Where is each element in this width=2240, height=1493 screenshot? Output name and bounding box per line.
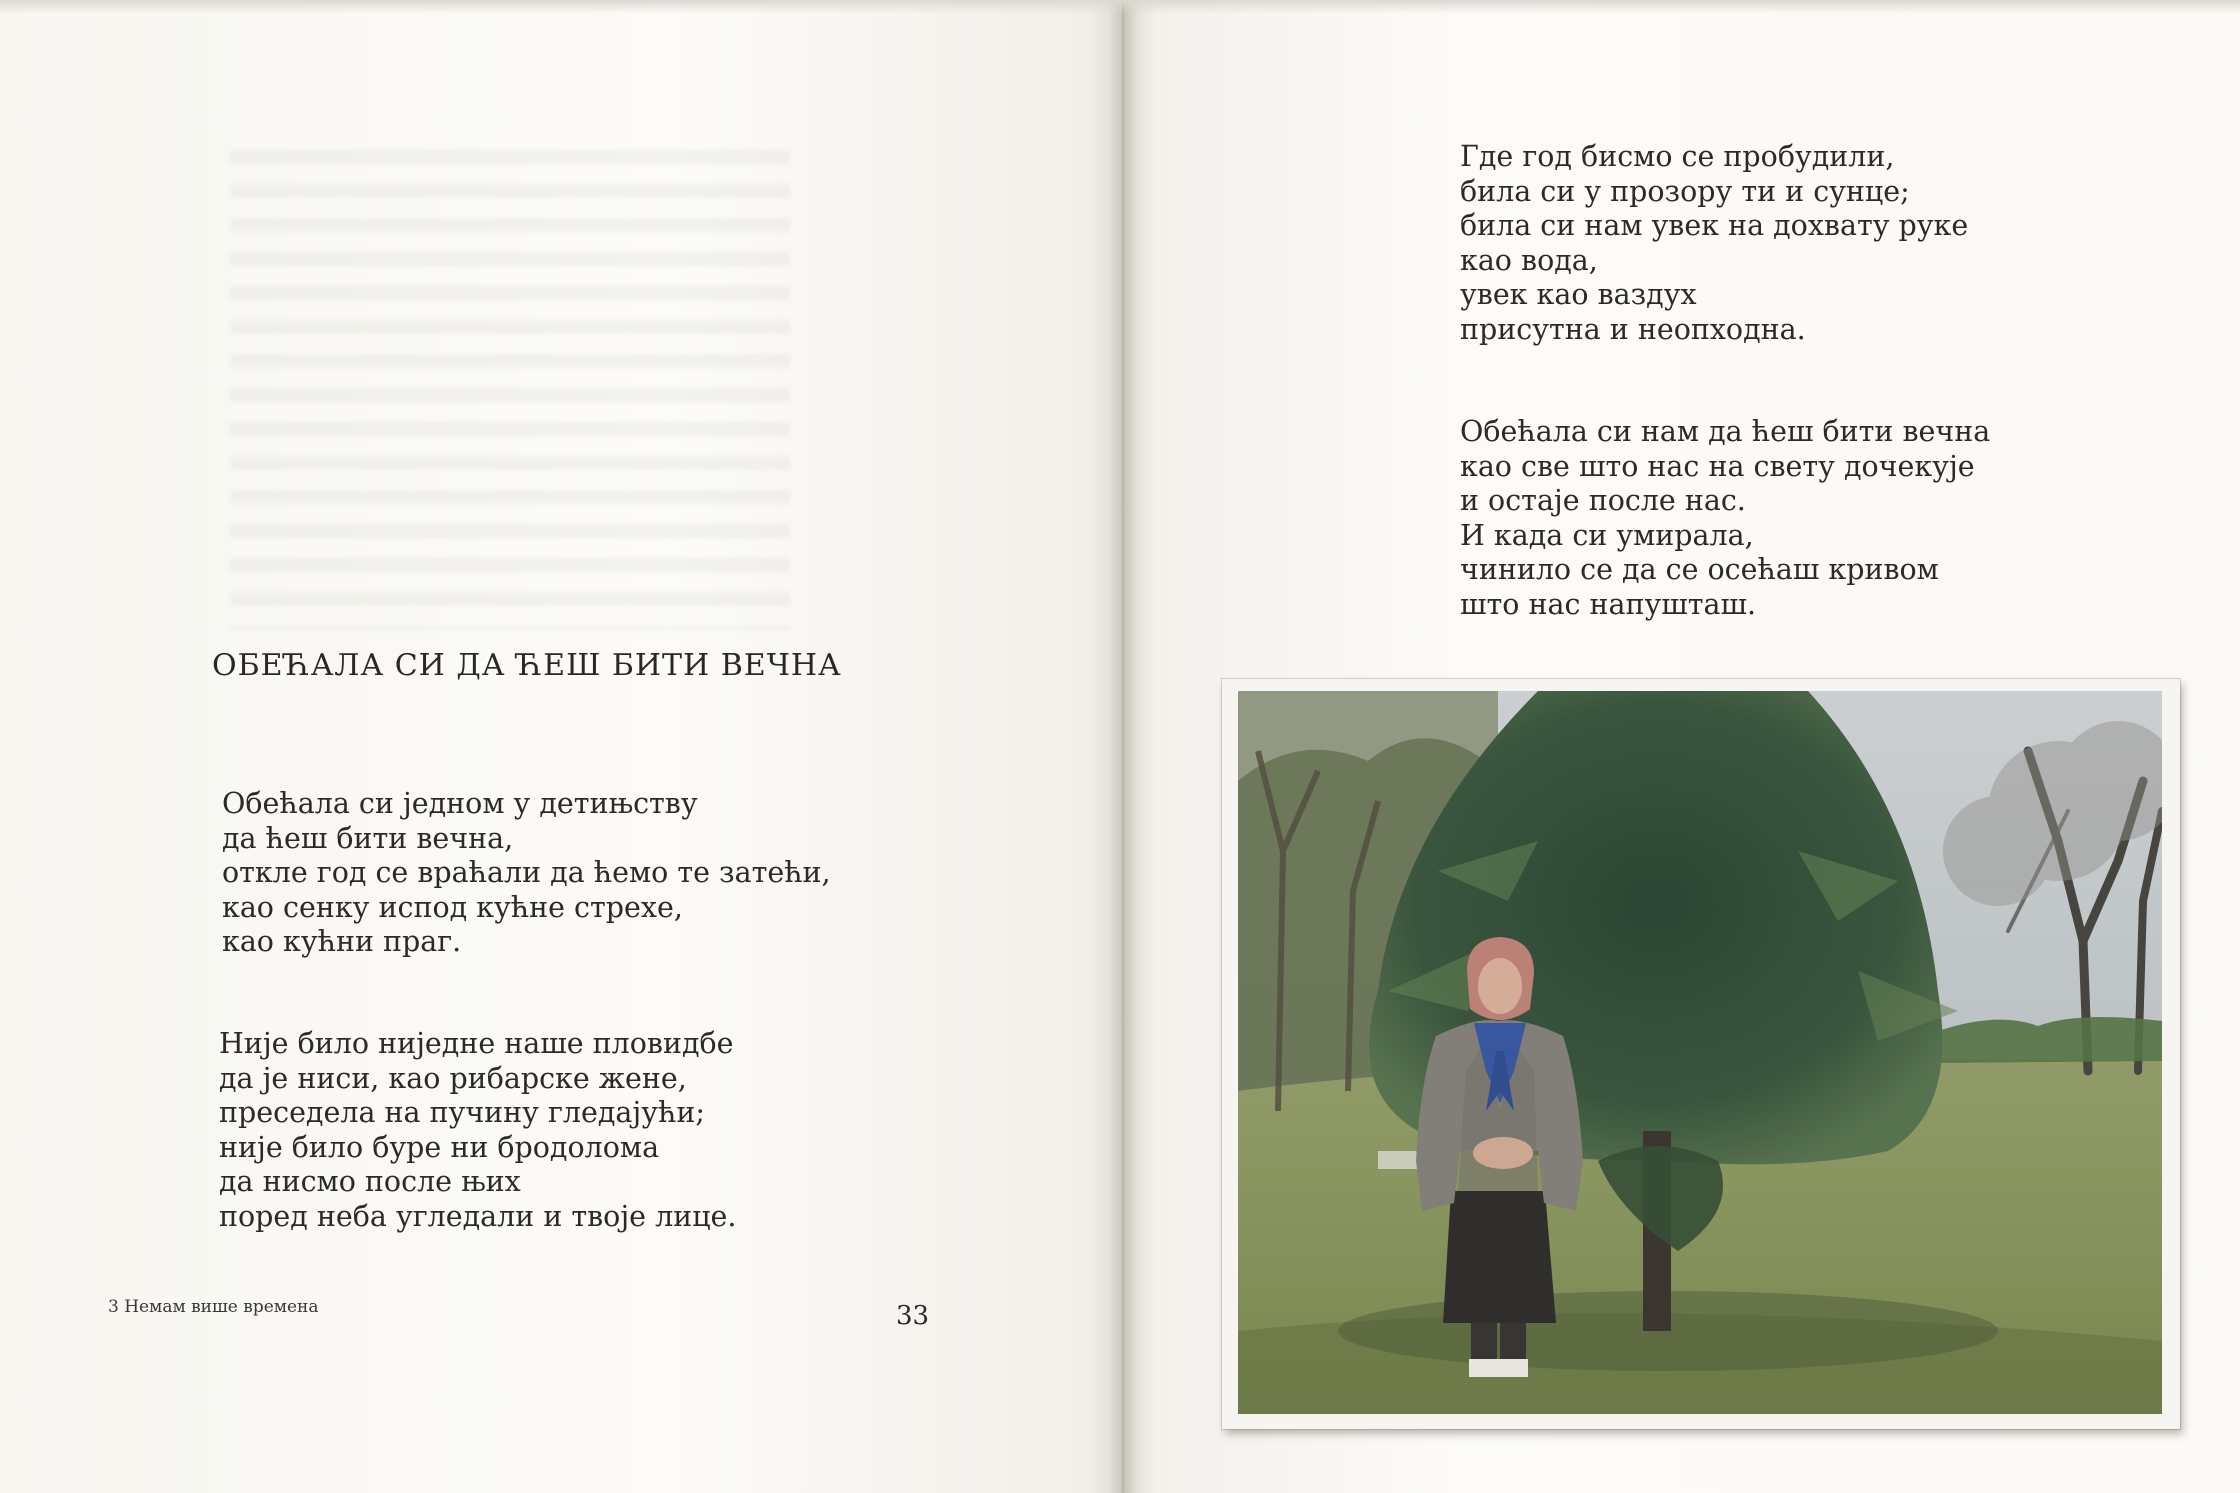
page-number: 33 xyxy=(896,1301,930,1331)
verse-line: увек као ваздух xyxy=(1460,278,1697,312)
verse-line: била си нам увек на дохвату руке xyxy=(1460,209,1969,243)
left-stanza-2 xyxy=(219,1027,736,1235)
poem-title: ОБЕЋАЛА СИ ДА ЋЕШ БИТИ ВЕЧНА xyxy=(212,648,842,683)
verse-line: да је ниси, као рибарске жене, xyxy=(219,1061,687,1095)
verse-line: што нас напушташ. xyxy=(1460,587,1757,621)
verse-line: и остаје после нас. xyxy=(1460,484,1746,518)
right-stanza-2 xyxy=(1460,415,1990,623)
verse-line: да ћеш бити вечна, xyxy=(222,821,514,855)
verse-line: Обећала си једном у детињству xyxy=(222,787,698,820)
page-top-edge xyxy=(0,0,2240,14)
verse-line: није било буре ни бродолома xyxy=(219,1130,660,1164)
photo-print xyxy=(1222,679,2180,1429)
verse-line: да нисмо после њих xyxy=(219,1165,521,1199)
book-gutter xyxy=(1108,0,1138,1493)
verse-line: откле год се враћали да ћемо те затећи, xyxy=(222,856,831,890)
verse-line: присутна и неопходна. xyxy=(1460,312,1806,346)
verse-line: као све што нас на свету дочекује xyxy=(1460,449,1975,483)
verse-line: поред неба угледали и твоје лице. xyxy=(219,1199,737,1233)
verse-line: преседела на пучину гледајући; xyxy=(219,1096,705,1130)
verse-line: као кућни праг. xyxy=(222,925,462,959)
verse-line: Није било ниједне наше пловидбе xyxy=(219,1027,734,1060)
photo-woman-by-tree xyxy=(1238,691,2162,1414)
verse-line: Где год бисмо се пробудили, xyxy=(1460,140,1895,173)
verse-line: као вода, xyxy=(1460,243,1598,277)
right-stanza-1 xyxy=(1460,140,1968,348)
show-through-text xyxy=(230,150,790,630)
signature-mark: 3 Немам више времена xyxy=(108,1297,319,1317)
verse-line: била си у прозору ти и сунце; xyxy=(1460,174,1910,208)
verse-line: Обећала си нам да ћеш бити вечна xyxy=(1460,415,1991,448)
verse-line: чинило се да се осећаш кривом xyxy=(1460,553,1939,587)
left-stanza-1 xyxy=(222,787,831,960)
verse-line: И када си умирала, xyxy=(1460,518,1754,552)
verse-line: као сенку испод кућне стрехе, xyxy=(222,890,683,924)
